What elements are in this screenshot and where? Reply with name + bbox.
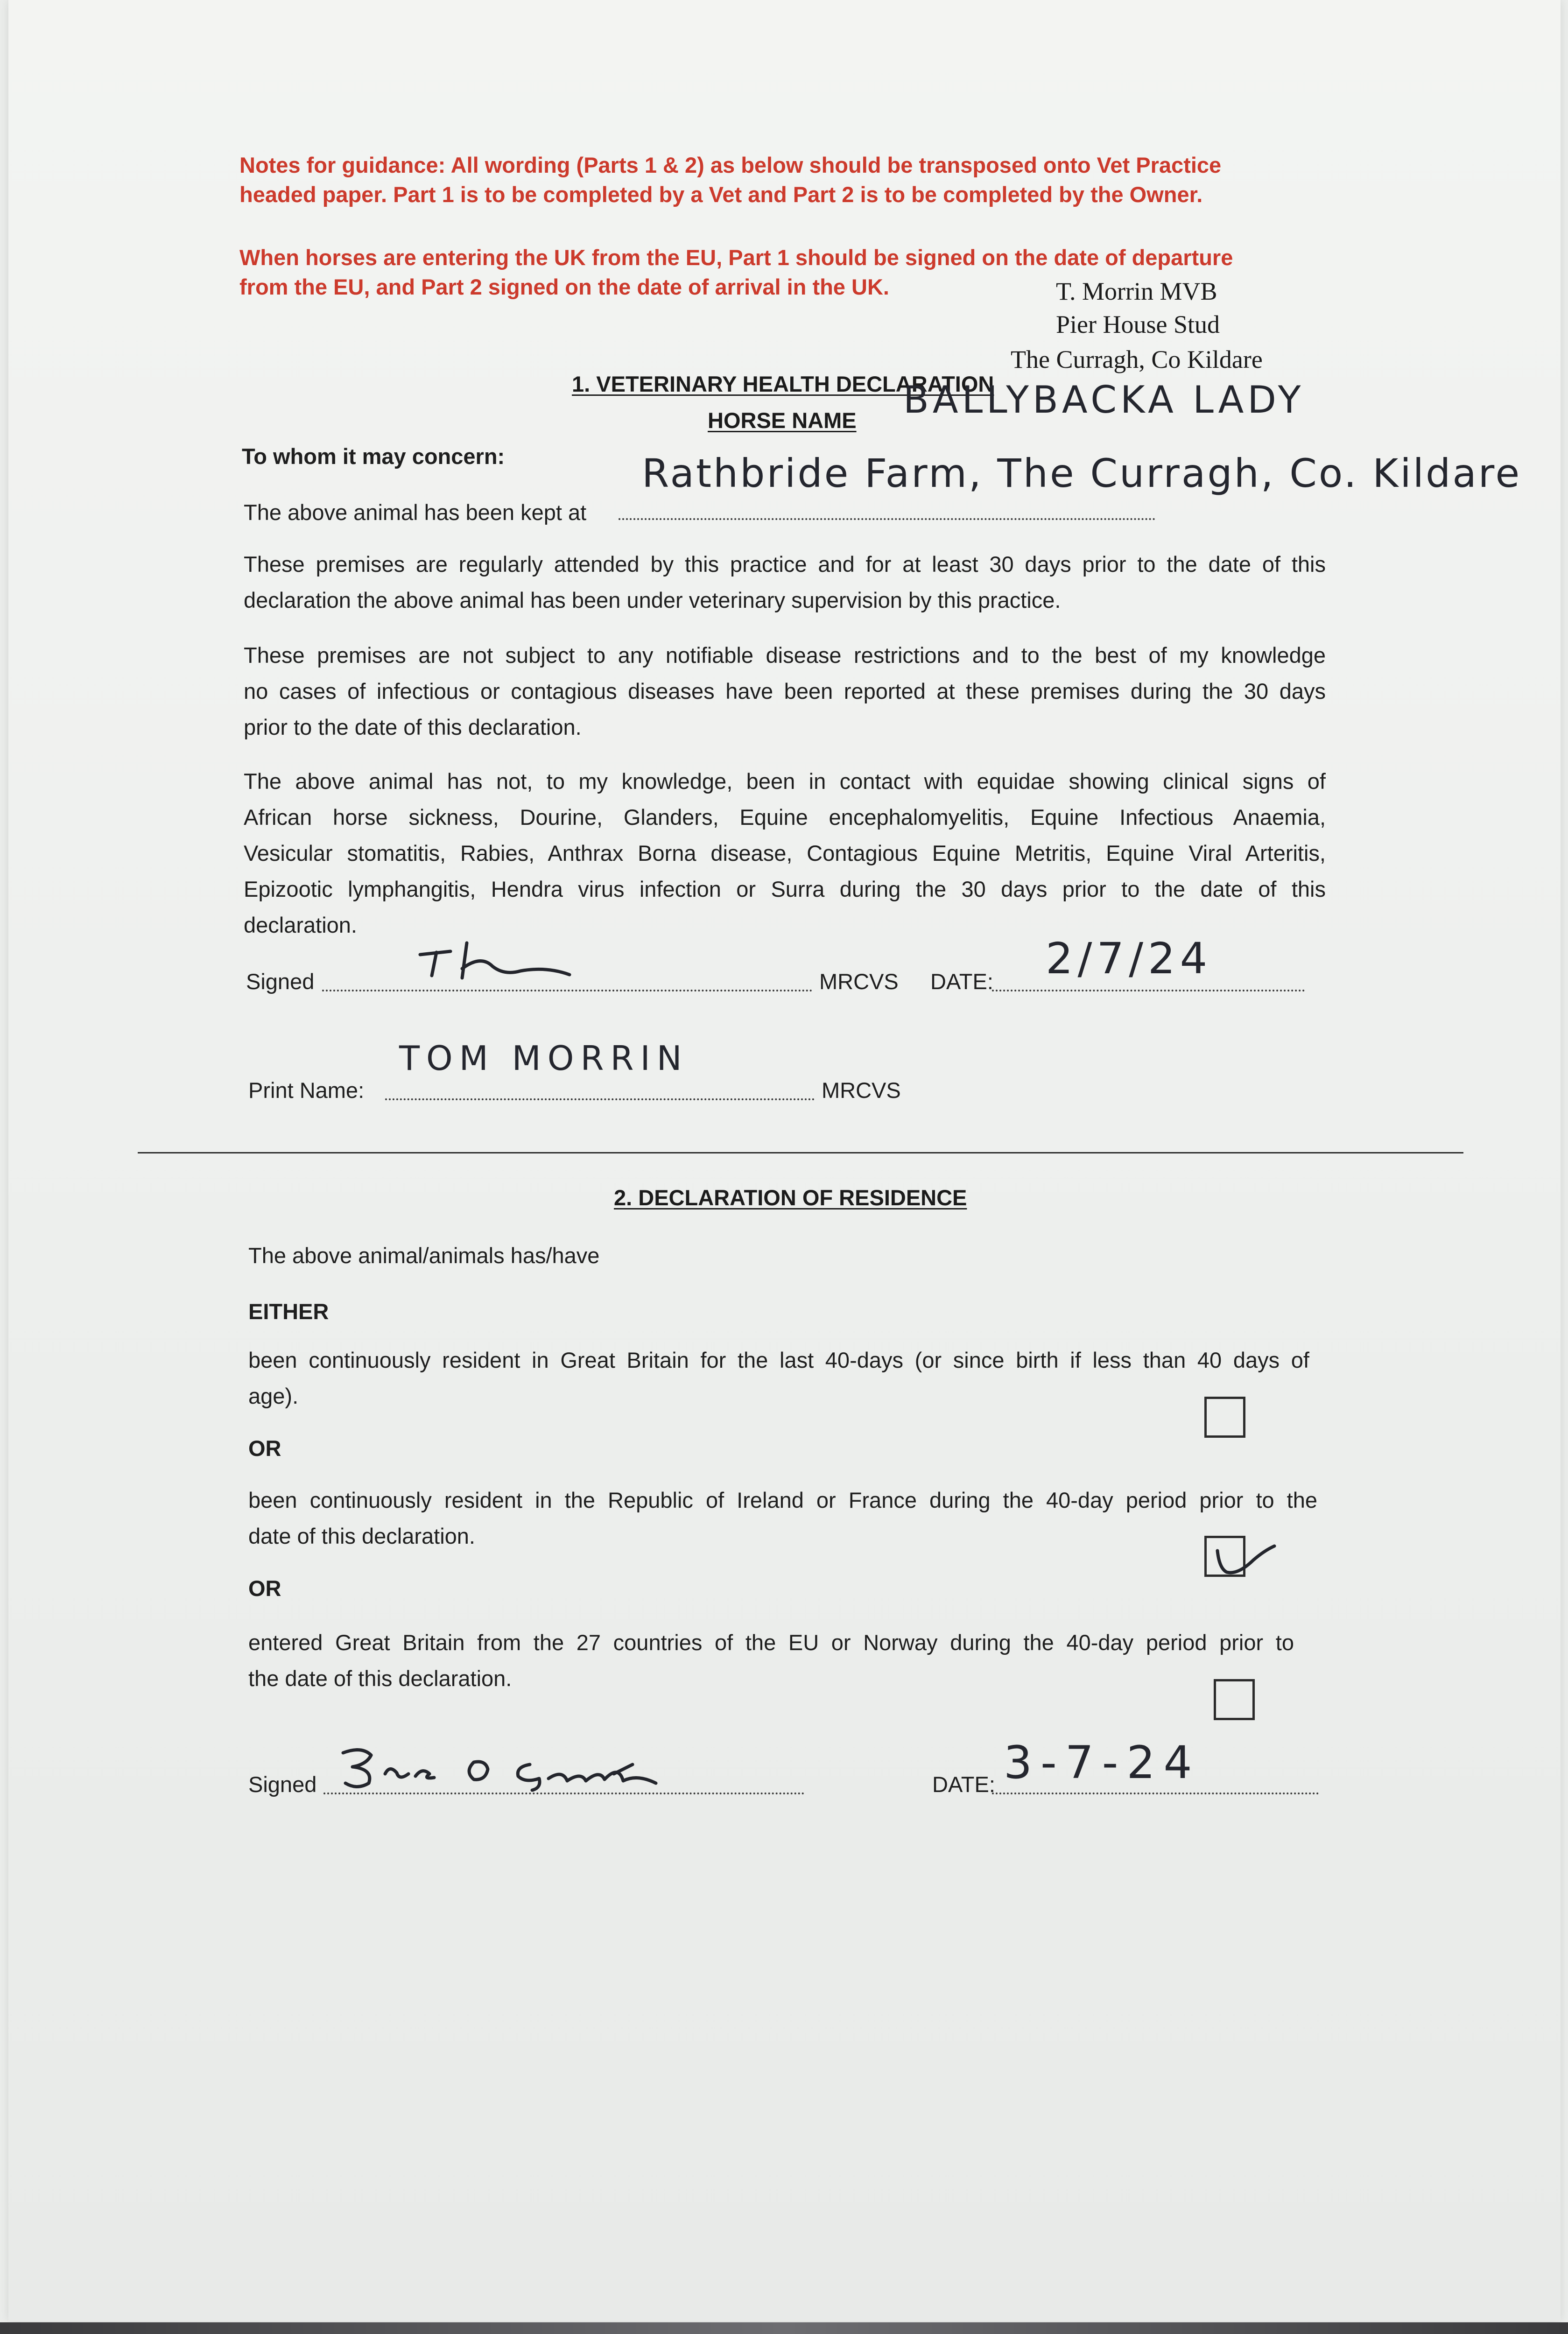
vet-address-line-1: T. Morrin MVB [1056, 277, 1217, 305]
part1-paragraph-1 [244, 546, 1326, 618]
or-label-2: OR [248, 1576, 281, 1601]
option-3-checkbox[interactable] [1214, 1679, 1255, 1720]
paragraph-line: prior to the date of this declaration. [244, 715, 582, 739]
guidance-line-3: When horses are entering the UK from the EU, Part 1 should be signed on the date of departure [239, 245, 1233, 270]
part1-signed-label: Signed [246, 969, 315, 994]
part1-date-line [992, 990, 1305, 991]
part1-date-label: DATE: [930, 969, 993, 994]
paragraph-line: These premises are regularly attended by this practice and for at least 30 days prior to the date of this [244, 552, 1326, 576]
print-name-line [385, 1098, 815, 1100]
guidance-line-2: headed paper. Part 1 is to be completed by a Vet and Part 2 is to be completed by the Owner. [239, 182, 1203, 207]
kept-at-dotted-line [619, 518, 1155, 520]
option-3-text [248, 1624, 1294, 1696]
option-2-text [248, 1482, 1317, 1554]
vet-signature [411, 934, 579, 985]
paragraph-line: been continuously resident in the Republic of Ireland or France during the 40-day period prior to the [248, 1488, 1317, 1512]
part2-date-label: DATE: [932, 1772, 995, 1797]
part1-date-value: 2/7/24 [1046, 934, 1212, 984]
paragraph-line: declaration. [244, 913, 357, 937]
paragraph-line: These premises are not subject to any notifiable disease restrictions and to the best of my knowledge [244, 643, 1326, 668]
paragraph-line: The above animal has not, to my knowledge, been in contact with equidae showing clinical signs of [244, 769, 1326, 794]
part1-mrcvs-label: MRCVS [819, 969, 899, 994]
vet-address-line-3: The Curragh, Co Kildare [1011, 345, 1263, 373]
kept-at-label: The above animal has been kept at [244, 500, 587, 525]
kept-at-value: Rathbride Farm, The Curragh, Co. Kildare [642, 450, 1522, 496]
option-1-text [248, 1342, 1309, 1414]
owner-signature [334, 1736, 670, 1793]
part1-heading: 1. VETERINARY HEALTH DECLARATION [572, 372, 994, 396]
checkmark-icon [1209, 1532, 1279, 1583]
part2-date-value: 3-7-24 [1004, 1736, 1201, 1789]
part2-signed-label: Signed [248, 1772, 317, 1797]
part2-signature-line [323, 1793, 804, 1794]
vet-address-line-2: Pier House Stud [1056, 310, 1220, 338]
horse-name-label: HORSE NAME [708, 408, 857, 433]
document-page [8, 0, 1561, 2321]
part2-intro: The above animal/animals has/have [248, 1243, 600, 1268]
part1-paragraph-3 [244, 763, 1326, 943]
paragraph-line: entered Great Britain from the 27 countries of the EU or Norway during the 40-day period prior to [248, 1630, 1294, 1655]
horse-name-value: BALLYBACKA LADY [903, 378, 1305, 422]
section-divider [138, 1152, 1463, 1153]
paragraph-line: Epizootic lymphangitis, Hendra virus infection or Surra during the 30 days prior to the date of this [244, 877, 1326, 901]
paragraph-line: date of this declaration. [248, 1524, 475, 1548]
paragraph-line: the date of this declaration. [248, 1666, 512, 1691]
part1-paragraph-2 [244, 637, 1326, 745]
part2-date-line [992, 1793, 1319, 1794]
paragraph-line: been continuously resident in Great Britain for the last 40-days (or since birth if less than 40 days of [248, 1348, 1309, 1372]
guidance-line-4: from the EU, and Part 2 signed on the date of arrival in the UK. [239, 274, 889, 299]
desk-surface [0, 2322, 1568, 2334]
paragraph-line: age). [248, 1384, 299, 1408]
either-label: EITHER [248, 1299, 329, 1324]
or-label-1: OR [248, 1436, 281, 1461]
option-1-checkbox[interactable] [1204, 1397, 1245, 1438]
print-name-value: TOM MORRIN [399, 1039, 689, 1078]
part1-signature-line [322, 990, 812, 991]
print-name-label: Print Name: [248, 1078, 365, 1103]
paragraph-line: no cases of infectious or contagious diseases have been reported at these premises during the 30 days [244, 679, 1326, 703]
print-name-mrcvs-label: MRCVS [822, 1078, 901, 1103]
guidance-line-1: Notes for guidance: All wording (Parts 1 & 2) as below should be transposed onto Vet Practice [239, 153, 1222, 177]
paragraph-line: Vesicular stomatitis, Rabies, Anthrax Borna disease, Contagious Equine Metritis, Equine Viral Arteritis, [244, 841, 1326, 865]
paragraph-line: declaration the above animal has been under veterinary supervision by this practice. [244, 588, 1061, 612]
part2-heading: 2. DECLARATION OF RESIDENCE [614, 1185, 967, 1210]
to-whom-heading: To whom it may concern: [242, 444, 505, 469]
paragraph-line: African horse sickness, Dourine, Glanders, Equine encephalomyelitis, Equine Infectious Anaemia, [244, 805, 1326, 830]
